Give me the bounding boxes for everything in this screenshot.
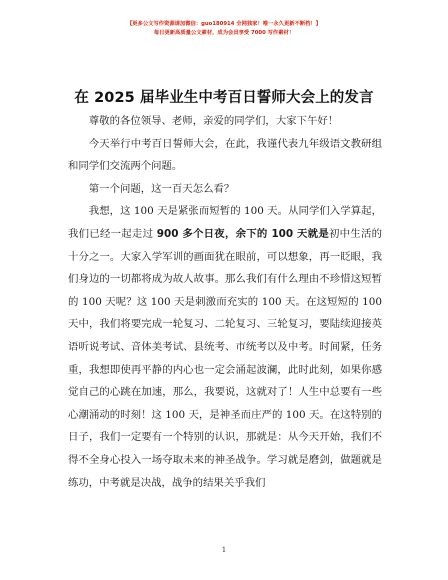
promo-banner-line-2: 每日更新高质量公文素材，成为会员享受 7000 写作素材！ [153, 29, 295, 36]
highlighted-days: 900 多个日夜 [156, 227, 225, 240]
intro-paragraph: 今天举行中考百日誓师大会，在此，我谨代表九年级语文教研组和同学们交流两个问题。 [68, 137, 382, 173]
main-paragraph-part-3: 初中生活的十分之一。大家入学军训的画面犹在眼前，可以想象，再一眨眼，我们身边的一切都将成为故人故事。那么我们有什么理由不珍惜这短暂的 100 天呢？这 100 天是刺激而充实的 100 天。在这短短的 100 天中，我们将要完成一轮复习、二轮复习、三轮复习，要陆续迎接英语听说考试、音体美考试、县统考、市统考以及中考。时间紧，任务重，我想即使再平静的内心也一定会涌起波澜，此时此刻，如果你感觉自己的心跳在加速，那么，我要说，这就对了！人生中总要有一些心潮涌动的时刻！这 100 天，是神圣而庄严的 100 天。在这特别的日子，我们一定要有一个特别的认识，那就是：从今天开始，我们不得不全身心投入一场夺取未来的神圣战争。学习就是磨剑，做题就是练功，中考就是决战，战争的结果关乎我们 [68, 227, 382, 489]
greeting-paragraph: 尊敬的各位领导、老师，亲爱的同学们，大家下午好！ [88, 115, 339, 127]
main-paragraph-part-1: 我想，这 100 天是紧张而短暂的 100 天。从同学们入学算起，我们已经一起走过 [68, 205, 382, 240]
promo-banner [0, 20, 448, 37]
page-number: 1 [221, 546, 227, 554]
document-title: 在 2025 届毕业生中考百日誓师大会上的发言 [74, 90, 374, 106]
promo-banner-line-1: 【更多公文写作资源请加微信：guo180914 全网独家！唯一永久更新不断档！】 [126, 21, 322, 27]
question-one-paragraph: 第一个问题，这一百天怎么看？ [88, 182, 235, 195]
main-paragraph-part-2: ，余下的 100 天就是 [224, 227, 329, 240]
main-paragraph [68, 200, 382, 494]
document-body [68, 110, 382, 494]
